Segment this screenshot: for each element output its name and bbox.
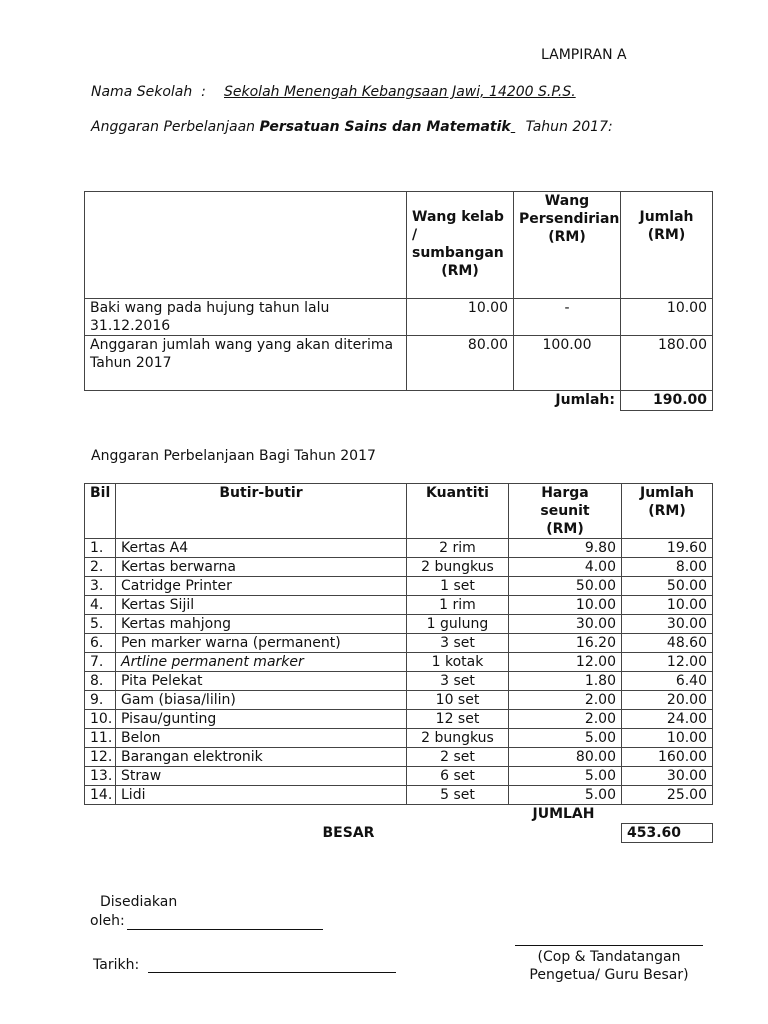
expense-item: Lidi	[116, 786, 407, 805]
expense-header-item: Butir-butir	[116, 484, 407, 539]
expense-no: 12.	[85, 748, 116, 767]
income-total: 10.00	[621, 299, 713, 336]
expense-body	[85, 539, 713, 805]
expense-item: Catridge Printer	[116, 577, 407, 596]
expense-qty: 3 set	[407, 634, 509, 653]
expense-row	[85, 729, 713, 748]
expense-header-no: Bil	[85, 484, 116, 539]
expense-no: 13.	[85, 767, 116, 786]
expense-row	[85, 691, 713, 710]
expense-no: 10.	[85, 710, 116, 729]
expense-total: 24.00	[622, 710, 713, 729]
expense-price: 1.80	[509, 672, 622, 691]
expense-price: 5.00	[509, 767, 622, 786]
expense-item: Pita Pelekat	[116, 672, 407, 691]
expense-no: 3.	[85, 577, 116, 596]
expense-grand-total-row-2	[85, 824, 713, 843]
expense-row	[85, 710, 713, 729]
expense-qty: 1 rim	[407, 596, 509, 615]
expense-header-total: Jumlah (RM)	[622, 484, 713, 539]
expense-price: 2.00	[509, 691, 622, 710]
expense-header-price: Harga seunit (RM)	[509, 484, 622, 539]
expense-item: Kertas mahjong	[116, 615, 407, 634]
expense-qty: 1 kotak	[407, 653, 509, 672]
expense-price: 50.00	[509, 577, 622, 596]
expense-price: 12.00	[509, 653, 622, 672]
expense-price: 10.00	[509, 596, 622, 615]
budget-year: Tahun 2017:	[525, 119, 613, 135]
income-header-club-unit: (RM)	[441, 263, 479, 279]
annex-title: LAMPIRAN A	[541, 47, 627, 63]
income-desc-line: Baki wang pada hujung tahun lalu	[90, 300, 330, 316]
income-sum-value: 190.00	[621, 391, 713, 411]
expense-item: Kertas berwarna	[116, 558, 407, 577]
expense-row	[85, 577, 713, 596]
expense-total: 20.00	[622, 691, 713, 710]
grand-total-label-1: JUMLAH	[532, 806, 595, 822]
expense-price: 9.80	[509, 539, 622, 558]
income-header-total: Jumlah (RM)	[621, 192, 713, 299]
stamp-caption-line-1: (Cop & Tandatangan	[537, 949, 681, 965]
expense-row	[85, 786, 713, 805]
prepared-signature-line	[127, 929, 323, 930]
expense-item: Artline permanent marker	[116, 653, 407, 672]
expense-price: 80.00	[509, 748, 622, 767]
income-club: 10.00	[407, 299, 514, 336]
expense-price: 4.00	[509, 558, 622, 577]
expense-qty: 10 set	[407, 691, 509, 710]
income-row	[85, 299, 713, 336]
expense-header-row	[85, 484, 713, 539]
expense-item: Gam (biasa/lilin)	[116, 691, 407, 710]
expense-qty: 2 rim	[407, 539, 509, 558]
expense-no: 8.	[85, 672, 116, 691]
grand-total-label-2: BESAR	[322, 824, 375, 841]
income-desc-line: Tahun 2017	[90, 355, 172, 371]
expense-qty: 5 set	[407, 786, 509, 805]
budget-title	[91, 118, 613, 136]
income-desc-line: 31.12.2016	[90, 318, 171, 334]
expense-total: 10.00	[622, 596, 713, 615]
expense-no: 11.	[85, 729, 116, 748]
expense-price: 30.00	[509, 615, 622, 634]
expense-total: 160.00	[622, 748, 713, 767]
expense-header-qty: Kuantiti	[407, 484, 509, 539]
expense-price: 16.20	[509, 634, 622, 653]
expense-no: 1.	[85, 539, 116, 558]
stamp-caption	[515, 948, 703, 984]
expense-item: Kertas A4	[116, 539, 407, 558]
club-name: Persatuan Sains dan Matematik	[259, 119, 511, 135]
income-total: 180.00	[621, 336, 713, 391]
expense-row	[85, 596, 713, 615]
budget-prefix: Anggaran Perbelanjaan	[91, 119, 256, 135]
expense-no: 5.	[85, 615, 116, 634]
income-own: 100.00	[514, 336, 621, 391]
expense-no: 6.	[85, 634, 116, 653]
income-sum-label: Jumlah:	[555, 392, 615, 408]
expense-total: 48.60	[622, 634, 713, 653]
expense-item: Kertas Sijil	[116, 596, 407, 615]
expense-qty: 1 gulung	[407, 615, 509, 634]
expense-row	[85, 615, 713, 634]
expense-qty: 3 set	[407, 672, 509, 691]
stamp-caption-line-2: Pengetua/ Guru Besar)	[529, 967, 689, 983]
prepared-label-1: Disediakan	[100, 894, 178, 910]
expense-qty: 1 set	[407, 577, 509, 596]
income-header-blank	[85, 192, 407, 299]
expense-row	[85, 539, 713, 558]
expense-section-title: Anggaran Perbelanjaan Bagi Tahun 2017	[91, 448, 376, 464]
income-desc	[85, 336, 407, 391]
expense-price: 2.00	[509, 710, 622, 729]
expense-no: 4.	[85, 596, 116, 615]
date-line	[148, 972, 396, 973]
expense-no: 14.	[85, 786, 116, 805]
expense-row	[85, 748, 713, 767]
expense-grand-total-row	[85, 805, 713, 824]
expense-no: 7.	[85, 653, 116, 672]
expense-total: 10.00	[622, 729, 713, 748]
stamp-signature-line	[515, 945, 703, 946]
income-own: -	[514, 299, 621, 336]
expense-row	[85, 767, 713, 786]
income-desc	[85, 299, 407, 336]
income-header-club-label: Wang kelab / sumbangan	[412, 209, 504, 261]
expense-no: 2.	[85, 558, 116, 577]
expense-total: 50.00	[622, 577, 713, 596]
expense-total: 25.00	[622, 786, 713, 805]
expense-total: 8.00	[622, 558, 713, 577]
expense-total: 19.60	[622, 539, 713, 558]
prepared-label-2: oleh:	[90, 913, 125, 929]
income-row	[85, 336, 713, 391]
income-header-club	[407, 192, 514, 299]
date-label: Tarikh:	[93, 957, 140, 973]
income-desc-line: Anggaran jumlah wang yang akan diterima	[90, 337, 394, 353]
expense-qty: 2 bungkus	[407, 558, 509, 577]
income-table	[84, 191, 713, 411]
expense-price: 5.00	[509, 786, 622, 805]
school-name: Sekolah Menengah Kebangsaan Jawi, 14200 S.P.S.	[224, 84, 576, 100]
expense-table	[84, 483, 713, 843]
expense-item: Pen marker warna (permanent)	[116, 634, 407, 653]
expense-total: 30.00	[622, 767, 713, 786]
expense-price: 5.00	[509, 729, 622, 748]
expense-row	[85, 558, 713, 577]
expense-item: Pisau/gunting	[116, 710, 407, 729]
expense-row	[85, 634, 713, 653]
expense-item: Barangan elektronik	[116, 748, 407, 767]
school-label: Nama Sekolah :	[91, 84, 206, 100]
income-header-own: Wang Persendirian (RM)	[514, 192, 621, 299]
expense-no: 9.	[85, 691, 116, 710]
grand-total-value: 453.60	[622, 824, 713, 843]
expense-qty: 2 set	[407, 748, 509, 767]
income-club: 80.00	[407, 336, 514, 391]
income-sum-row	[85, 391, 713, 411]
expense-item: Belon	[116, 729, 407, 748]
expense-qty: 2 bungkus	[407, 729, 509, 748]
expense-row	[85, 653, 713, 672]
expense-total: 6.40	[622, 672, 713, 691]
expense-row	[85, 672, 713, 691]
income-header-row	[85, 192, 713, 299]
expense-qty: 6 set	[407, 767, 509, 786]
expense-total: 12.00	[622, 653, 713, 672]
expense-qty: 12 set	[407, 710, 509, 729]
expense-item: Straw	[116, 767, 407, 786]
expense-total: 30.00	[622, 615, 713, 634]
